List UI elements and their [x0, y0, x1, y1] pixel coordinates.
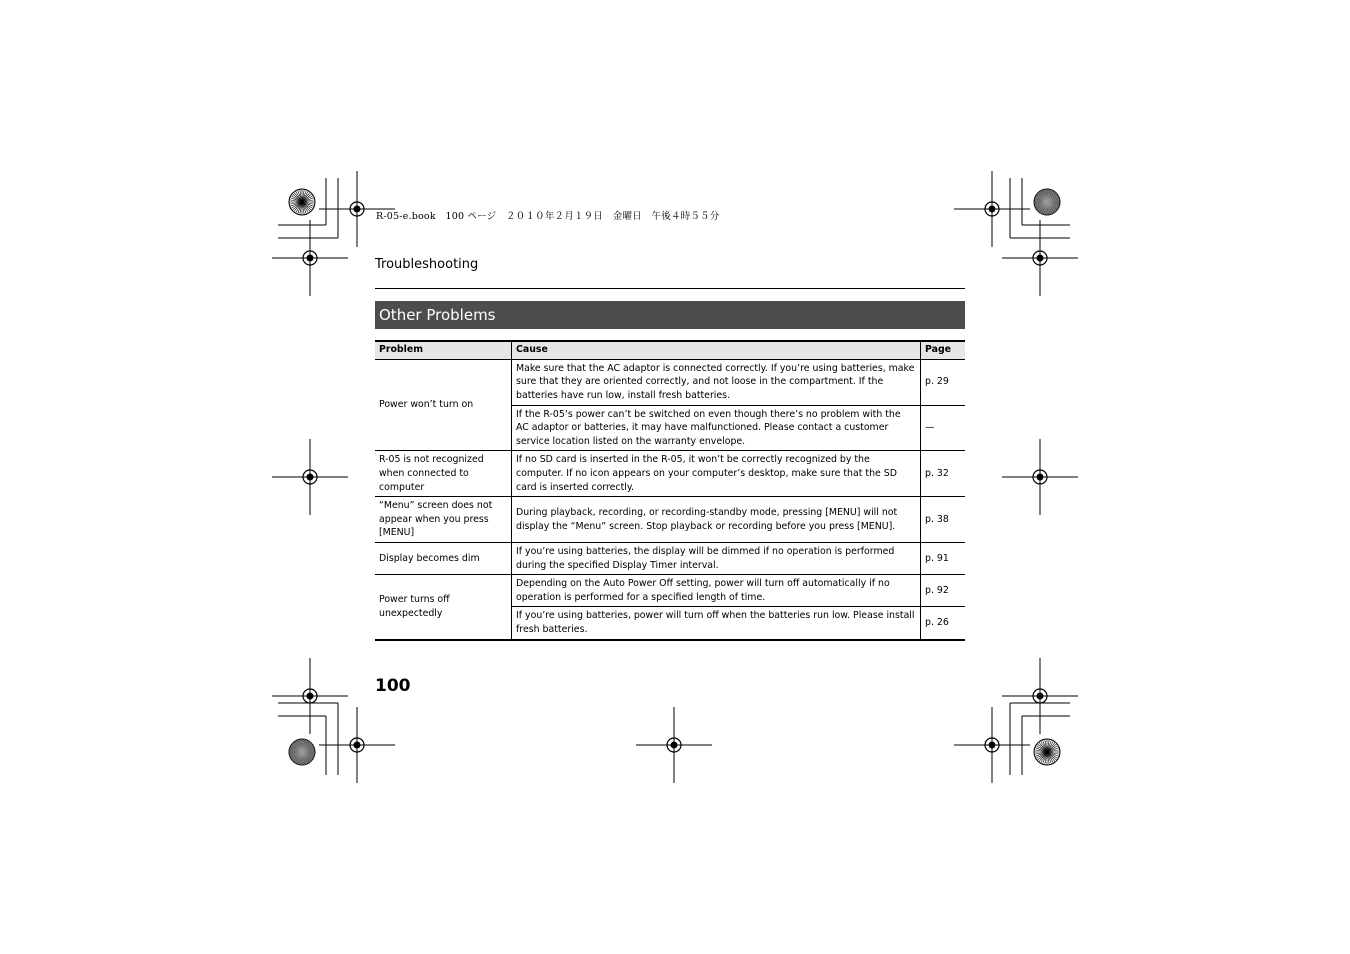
- star-target-icon: [289, 739, 315, 765]
- problems-table: [375, 340, 965, 641]
- cause-cell: During playback, recording, or recording-standby mode, pressing [MENU] will not display the “Menu” screen. Stop playback or recording before you press [MENU].: [512, 497, 921, 543]
- cause-cell: If the R-05’s power can’t be switched on even though there’s no problem with the AC adaptor or batteries, it may have malfunctioned. Please contact a customer service location listed on the warranty envelope.: [512, 405, 921, 451]
- registration-mark-icon: [272, 220, 348, 296]
- registration-mark-icon: [1002, 439, 1078, 515]
- header-rule: [375, 288, 965, 289]
- page-cell: p. 38: [921, 497, 966, 543]
- cause-cell: If you’re using batteries, the display will be dimmed if no operation is performed during the specified Display Timer interval.: [512, 542, 921, 574]
- page-cell: p. 92: [921, 575, 966, 607]
- problem-cell: Power turns off unexpectedly: [375, 575, 512, 640]
- page-cell: p. 91: [921, 542, 966, 574]
- registration-mark-icon: [272, 439, 348, 515]
- problem-cell: Power won’t turn on: [375, 359, 512, 451]
- problem-cell: “Menu” screen does not appear when you press [MENU]: [375, 497, 512, 543]
- registration-mark-icon: [1002, 220, 1078, 296]
- registration-mark-icon: [954, 171, 1030, 247]
- page-cell: —: [921, 405, 966, 451]
- page-number: 100: [375, 676, 411, 696]
- header-problem: Problem: [375, 341, 512, 359]
- star-target-icon: [1034, 739, 1060, 765]
- table-header-row: [375, 341, 965, 359]
- table-row: [375, 451, 965, 497]
- header-cause: Cause: [512, 341, 921, 359]
- table-row: [375, 542, 965, 574]
- page-cell: p. 29: [921, 359, 966, 405]
- header-page: Page: [921, 341, 966, 359]
- table-row: [375, 497, 965, 543]
- registration-mark-icon: [272, 658, 348, 734]
- section-label: Troubleshooting: [375, 257, 479, 272]
- star-target-icon: [289, 189, 315, 215]
- page-cell: p. 26: [925, 617, 949, 629]
- registration-mark-icon: [1002, 658, 1078, 734]
- table-row: [375, 575, 965, 607]
- section-banner: Other Problems: [375, 301, 965, 329]
- registration-mark-icon: [954, 707, 1030, 783]
- cause-cell: Depending on the Auto Power Off setting, power will turn off automatically if no operation is performed for a specified length of time.: [512, 575, 921, 607]
- print-header: R-05-e.book 100 ページ ２０１０年２月１９日 金曜日 午後４時５５分: [376, 211, 720, 222]
- problem-cell: Display becomes dim: [375, 542, 512, 574]
- star-target-icon: [1034, 189, 1060, 215]
- page-cell: p. 32: [921, 451, 966, 497]
- registration-mark-icon: [636, 707, 712, 783]
- registration-mark-icon: [319, 707, 395, 783]
- cause-cell: Make sure that the AC adaptor is connected correctly. If you’re using batteries, make sure that they are oriented correctly, and not loose in the compartment. If the batteries have run low, install fresh batteries.: [512, 359, 921, 405]
- problem-cell: R-05 is not recognized when connected to computer: [375, 451, 512, 497]
- table-row: [375, 359, 965, 405]
- cause-cell: If no SD card is inserted in the R-05, it won’t be correctly recognized by the computer. If no icon appears on your computer’s desktop, make sure that the SD card is inserted correctly.: [512, 451, 921, 497]
- cause-cell: If you’re using batteries, power will turn off when the batteries run low. Please install fresh batteries.: [512, 607, 921, 640]
